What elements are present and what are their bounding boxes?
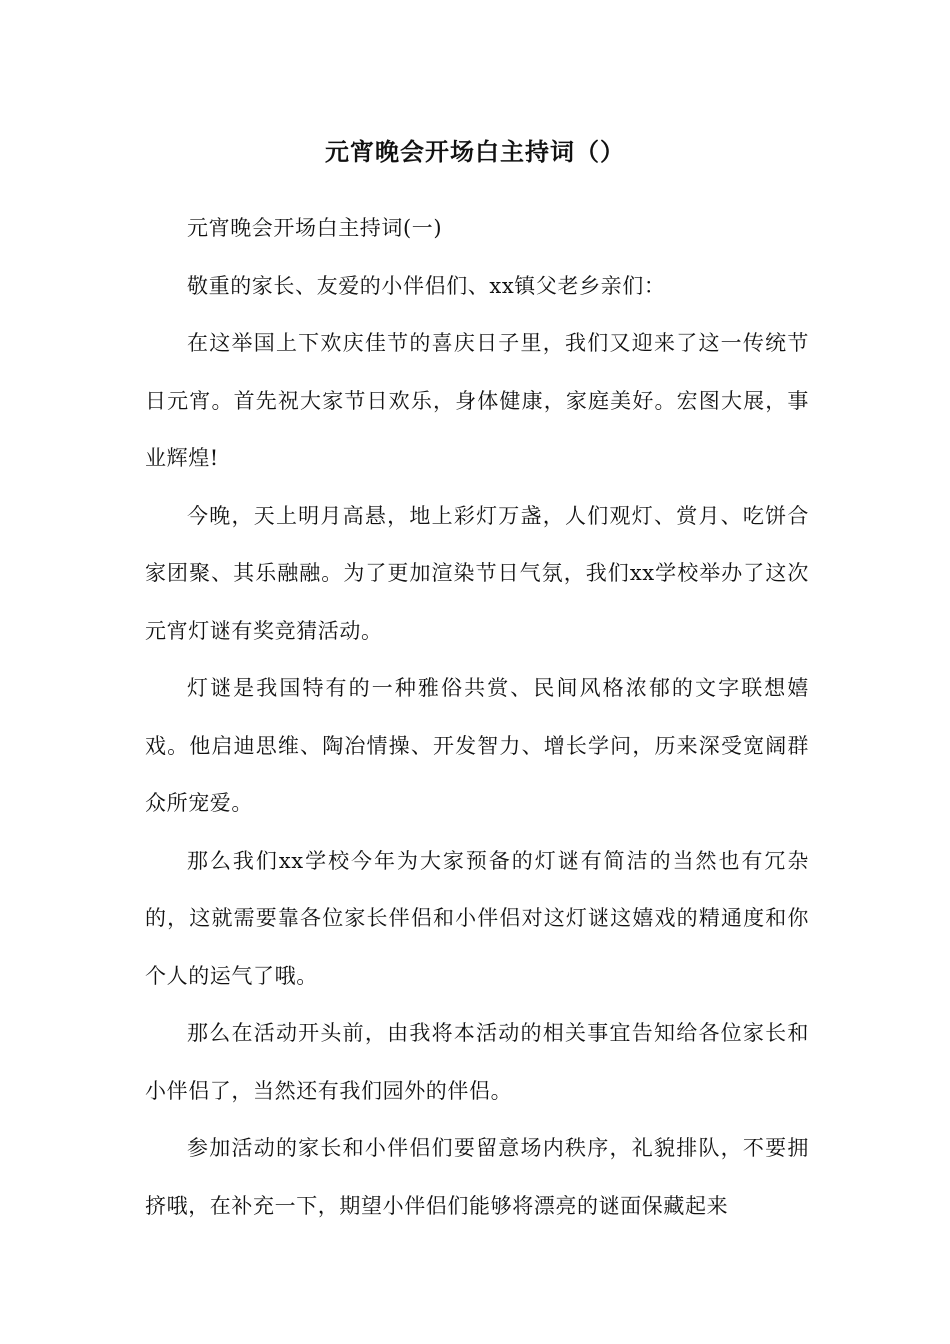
- document-body: [145, 200, 809, 1235]
- paragraph-rules: 参加活动的家长和小伴侣们要留意场内秩序，礼貌排队，不要拥挤哦，在补充一下，期望小伴侣们能够将漂亮的谜面保藏起来: [145, 1136, 809, 1218]
- document-title: 元宵晚会开场白主持词（）: [325, 137, 625, 166]
- paragraph-festival: 在这举国上下欢庆佳节的喜庆日子里，我们又迎来了这一传统节日元宵。首先祝大家节日欢乐，身体健康，家庭美好。宏图大展，事业辉煌!: [145, 331, 809, 470]
- paragraph-difficulty: 那么我们xx学校今年为大家预备的灯谜有简洁的当然也有冗杂的，这就需要靠各位家长伴侣和小伴侣对这灯谜这嬉戏的精通度和你个人的运气了哦。: [145, 848, 809, 988]
- paragraph-tonight: 今晚，天上明月高悬，地上彩灯万盏，人们观灯、赏月、吃饼合家团聚、其乐融融。为了更加渲染节日气氛，我们xx学校举办了这次元宵灯谜有奖竞猜活动。: [145, 503, 809, 643]
- paragraph-subtitle: 元宵晚会开场白主持词(一): [187, 216, 443, 240]
- paragraph-greeting: 敬重的家长、友爱的小伴侣们、xx镇父老乡亲们：: [187, 273, 666, 298]
- paragraph-riddles: 灯谜是我国特有的一种雅俗共赏、民间风格浓郁的文字联想嬉戏。他启迪思维、陶冶情操、开发智力、增长学问，历来深受宽阔群众所宠爱。: [145, 676, 809, 815]
- paragraph-announcement: 那么在活动开头前，由我将本活动的相关事宜告知给各位家长和小伴侣了，当然还有我们园外的伴侣。: [145, 1021, 809, 1103]
